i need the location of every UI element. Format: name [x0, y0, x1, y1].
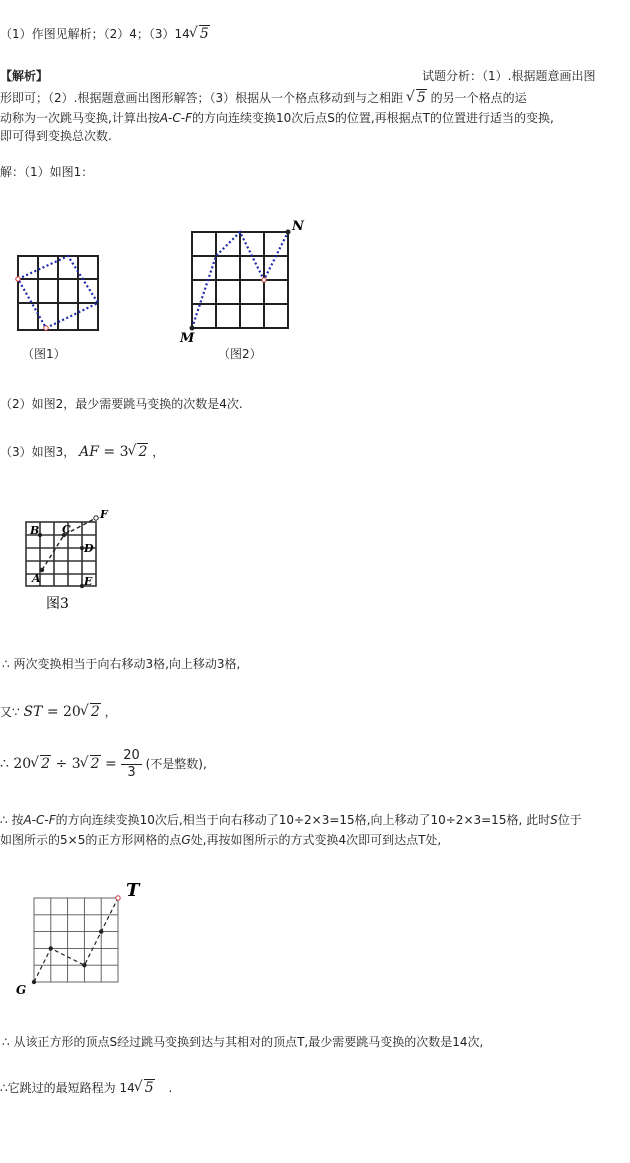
solution-step-3: （3）如图3， AF = 3√ 2 ， — [0, 442, 164, 462]
line-vertex: ∴ 从该正方形的顶点S经过跳马变换到达与其相对的顶点T,最少需要跳马变换的次数是14次, — [2, 1035, 484, 1049]
answer-line — [0, 24, 210, 44]
figure-2-point-n — [286, 230, 291, 235]
step3-radical: √ 2 — [128, 442, 148, 462]
figure-1-point — [44, 326, 48, 330]
figure-2-grid — [192, 232, 288, 328]
figure-2 — [176, 218, 306, 346]
figure-4-label-g: G — [16, 983, 27, 997]
line-two-moves: ∴ 两次变换相当于向右移动3格,向上移动3格, — [2, 657, 241, 671]
line-st-radical: √ 2 — [81, 702, 101, 722]
figure-3-caption: 图3 — [46, 596, 69, 612]
figure-3-label-d: D — [84, 542, 94, 555]
figure-3-label-c: C — [62, 523, 71, 536]
figure-2-label-m: M — [180, 331, 195, 346]
line-st: 又∵ ST = 20√ 2 ， — [0, 702, 117, 722]
solution-step-2: （2）如图2，最少需要跳马变换的次数是4次. — [0, 397, 243, 411]
analysis-line-3: 动称为一次跳马变换,计算出按A-C-F的方向连续变换10次后点S的位置,再根据点T的位置进行适当的变换, — [0, 111, 554, 125]
answer-radical: √ 5 — [190, 24, 210, 44]
analysis-intro: 试题分析：（1）.根据题意画出图 — [422, 69, 596, 83]
figure-4 — [10, 876, 150, 1000]
figure-4-grid — [34, 898, 118, 982]
figure-1-grid — [18, 256, 98, 330]
figure-1 — [10, 242, 102, 338]
figure-3-label-e: E — [84, 575, 93, 588]
fraction: $\frac{20}{3}$ — [123, 748, 140, 780]
figure-2-label-n: N — [292, 219, 304, 234]
analysis-radical: √ 5 — [407, 88, 427, 108]
figure-3-label-a: A — [32, 572, 41, 585]
figure-1-point — [16, 277, 20, 281]
figure-1-caption: （图1） — [22, 347, 66, 361]
line-ten-moves: ∴ 按A-C-F的方向连续变换10次后,相当于向右移动了10÷2×3=15格,向上移动了10÷2×3=15格, 此时S位于 如图所示的5×5的正方形网格的点G处,再按如图所示的方式变换4次即可到达点T处, — [0, 813, 582, 847]
figure-2-point-m — [190, 326, 195, 331]
figure-3 — [18, 502, 118, 614]
figure-2-caption: （图2） — [218, 347, 262, 361]
solution-step-1: 解：（1）如图1： — [0, 165, 94, 179]
figure-2-point — [262, 278, 266, 282]
line-division: ∴ 20√ 2 ÷ 3√ 2 = $\frac{20}{3}$ (不是整数), — [0, 746, 207, 782]
answer-text: （1）作图见解析；（2）4；（3）14 — [0, 27, 190, 41]
figure-4-path — [34, 898, 118, 982]
figure-3-label-f: F — [100, 508, 108, 521]
figure-4-label-t: T — [126, 880, 140, 901]
final-radical: √ 5 — [135, 1078, 155, 1098]
figure-3-label-b: B — [30, 524, 40, 537]
analysis-line-2: 形即可；（2）.根据题意画出图形解答；（3）根据从一个格点移动到与之相距 √ 5 的另一个格点的运 — [0, 88, 527, 108]
analysis-line-4: 即可得到变换总次数. — [0, 129, 112, 143]
line-final: ∴它跳过的最短路程为 14√ 5 . — [0, 1078, 172, 1098]
analysis-heading: 【解析】 — [0, 69, 49, 83]
